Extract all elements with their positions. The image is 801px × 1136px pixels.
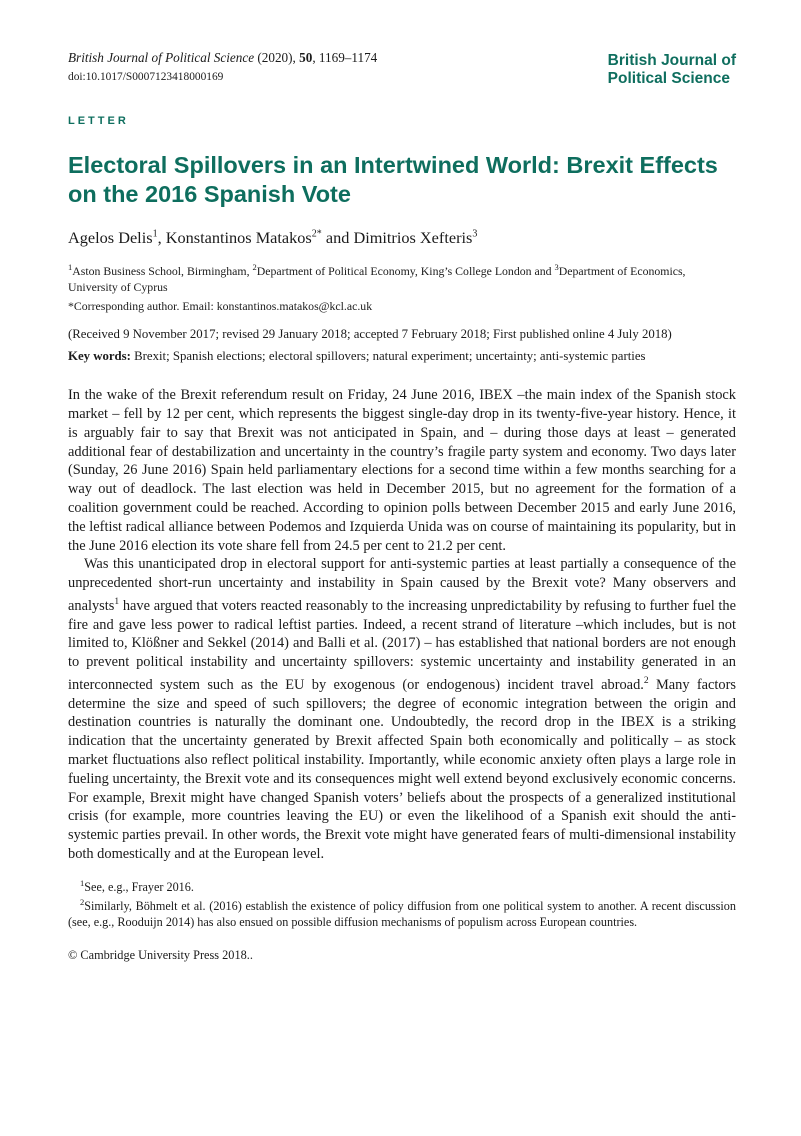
author-affil-ref-3: 3 — [472, 228, 478, 240]
footnote-ref-2[interactable]: 2 — [643, 676, 649, 686]
article-title: Electoral Spillovers in an Intertwined World: Brexit Effects on the 2016 Spanish Vote — [68, 151, 718, 208]
affil-marker-1: 1 — [68, 261, 73, 272]
paragraph-text: have argued that voters reacted reasonably to the increasing unpredictability by refusing to further fuel the fire and gave less power to radical leftist parties. Indeed, a recent strand of literature –which includes, but is not limited to, Klößner and Sekkel (2014) and Balli et al. (2017) – has established that national borders are not enough to prevent political instability and uncertainty spillovers: systemic uncertainty and instability generated in an interconnected system such as the EU by exogenous (or endogenous) incident travel abroad. — [68, 597, 736, 693]
affiliations — [68, 262, 736, 296]
affiliation-3: Department of Economics, University of Cyprus — [68, 263, 686, 295]
author-affil-ref-1: 1 — [152, 228, 158, 240]
paragraph-text: Was this unanticipated drop in electoral support for anti-systemic parties at least partially a consequence of the unprecedented short-run uncertainty and instability in Spain caused by the Brexit vote? Many observers and analysts — [68, 556, 736, 614]
footnote-marker-1: 1 — [80, 877, 85, 888]
footnotes-block — [68, 876, 736, 930]
journal-name: British Journal of Political Science — [68, 50, 255, 65]
author-name-1: Agelos Delis — [68, 227, 153, 247]
author-affil-ref-2: 2* — [311, 228, 322, 240]
journal-logo-line-1: British Journal of — [607, 52, 736, 69]
affil-marker-2: 2 — [252, 261, 257, 272]
article-body — [68, 386, 736, 864]
footnote-marker-2: 2 — [80, 897, 85, 908]
footnote-ref-1[interactable]: 1 — [114, 597, 120, 608]
author-separator: and — [321, 227, 354, 247]
paragraph-text: In the wake of the Brexit referendum result on Friday, 24 June 2016, IBEX –the main index of the Spanish stock market – fell by 12 per cent, which represents the biggest single-day drop in its twenty-five-year history. Hence, it is arguably fair to say that Brexit was not anticipated in Spain, and – during those days at least – generated additional fear of destabilization and uncertainty in the country’s fragile party system and economy. Two days later (Sunday, 26 June 2016) Spain held parliamentary elections for a second time within a few months searching for a way out of deadlock. The last election was held in December 2015, but no agreement for the formation of a coalition government could be reached. According to opinion polls between December 2015 and early June 2016, the leftist radical alliance between Podemos and Izquierda Unida was on course of maintaining its popularity, but in the June 2016 election its vote share fell from 24.5 per cent to 21.2 per cent. — [68, 387, 736, 554]
doi-text: doi:10.1017/S0007123418000169 — [68, 70, 224, 83]
keywords-line — [68, 349, 736, 364]
citation-block — [68, 50, 377, 83]
citation-year: (2020), — [254, 50, 300, 65]
footnote-2 — [68, 895, 736, 930]
author-name-2: Konstantinos Matakos — [165, 227, 312, 247]
received-dates: (Received 9 November 2017; revised 29 January 2018; accepted 7 February 2018; First published online 4 July 2018) — [68, 327, 672, 342]
author-separator: , — [157, 227, 166, 247]
journal-logo-line-2: Political Science — [607, 70, 731, 88]
citation-line — [68, 50, 377, 67]
author-name-3: Dimitrios Xefteris — [353, 227, 473, 247]
journal-logo — [608, 50, 736, 89]
page-content — [68, 50, 736, 963]
body-paragraph-1 — [68, 386, 736, 555]
affiliation-1: Aston Business School, Birmingham, — [72, 263, 253, 278]
keywords-label: Key words: — [68, 349, 135, 364]
corresponding-author: *Corresponding author. Email: konstantinos.matakos@kcl.ac.uk — [68, 298, 373, 313]
footnote-text-1: See, e.g., Frayer 2016. — [84, 879, 194, 894]
footnote-text-2: Similarly, Böhmelt et al. (2016) establish the existence of policy diffusion from one political system to another. A recent discussion (see, e.g., Rooduijn 2014) has also ensued on possible diffusion mechanisms of populism across European countries. — [68, 899, 736, 929]
affiliation-2: Department of Political Economy, King’s College London and — [256, 263, 555, 278]
footnote-1 — [68, 876, 736, 895]
page-header — [68, 50, 736, 89]
volume-number: 50 — [299, 50, 313, 65]
affil-marker-3: 3 — [554, 261, 559, 272]
page-range: , 1169–1174 — [312, 50, 378, 65]
article-type-label: LETTER — [68, 114, 129, 127]
authors-line — [68, 228, 736, 248]
keywords-text: Brexit; Spanish elections; electoral spillovers; natural experiment; uncertainty; anti-systemic parties — [134, 349, 646, 364]
copyright-notice: © Cambridge University Press 2018.. — [68, 948, 253, 963]
body-paragraph-2 — [68, 555, 736, 863]
paragraph-text: Many factors determine the size and speed of such spillovers; the degree of economic integration between the origin and destination countries is naturally the dominant one. Undoubtedly, the record drop in the IBEX is a striking indication that the uncertainty generated by Brexit affected Spain both economically and politically – as stock market fluctuations also reflect political instability. Importantly, while economic anxiety often plays a large role in fueling uncertainty, the Brexit vote and its consequences might well extend beyond exclusively economic concerns. For example, Brexit might have changed Spanish voters’ beliefs about the prospects of a generalized institutional crisis (for example, more countries leaving the EU) or even the likelihood of a Spanish exit should the anti-systemic parties prevail. In other words, the Brexit vote might have generated fears of multi-dimensional instability both domestically and at the European level. — [68, 676, 737, 862]
